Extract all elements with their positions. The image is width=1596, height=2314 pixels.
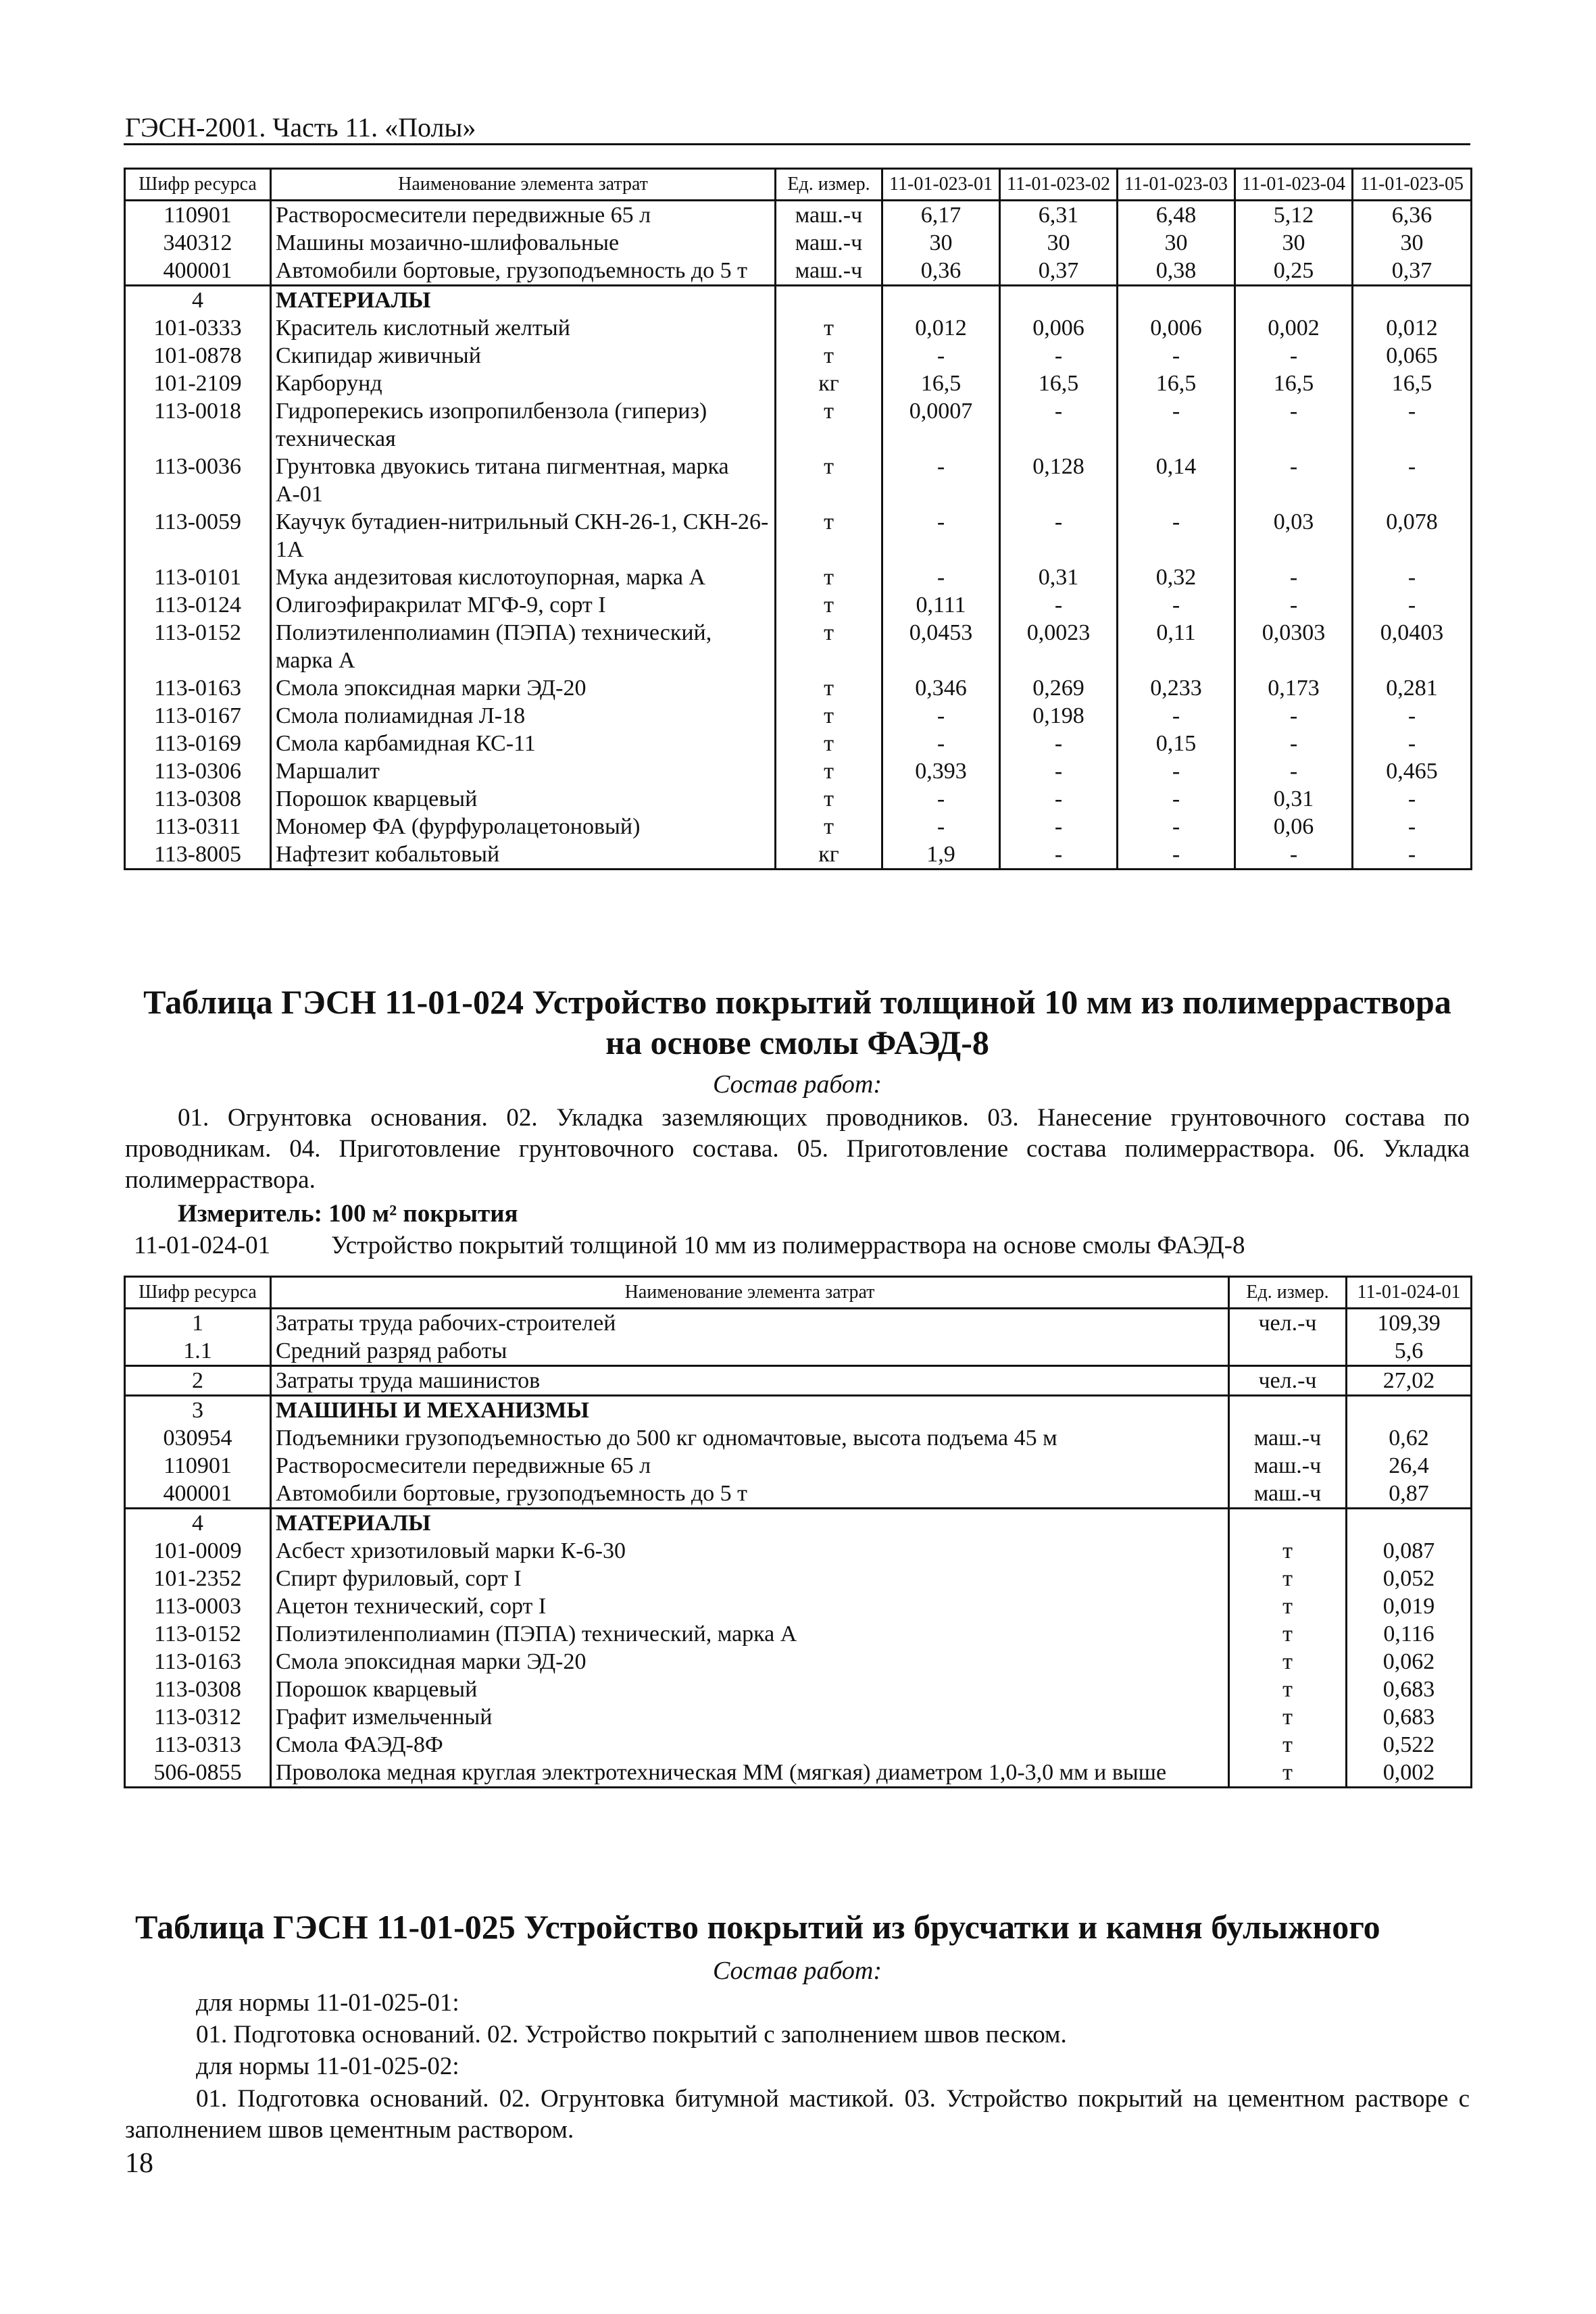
value-cell: 0,0303: [1235, 619, 1353, 674]
unit-cell: т: [776, 591, 882, 619]
resource-name-cell: Гидроперекись изопропилбензола (гипериз) техническая: [271, 397, 776, 453]
resource-code-cell: 113-0306: [125, 757, 271, 785]
table-body: [125, 201, 1472, 870]
column-header-unit: Ед. измер.: [776, 169, 882, 201]
unit-cell: чел.-ч: [1229, 1366, 1347, 1396]
resource-name-cell: Маршалит: [271, 757, 776, 785]
unit-cell: т: [776, 397, 882, 453]
resource-code-cell: 113-0152: [125, 1620, 271, 1648]
value-cell: 0,281: [1353, 674, 1472, 702]
section-row: [125, 286, 1472, 315]
table-row: [125, 1759, 1472, 1788]
unit-cell: [1229, 1337, 1347, 1366]
value-cell: 0,38: [1118, 257, 1235, 286]
unit-cell: т: [776, 314, 882, 342]
norm-code: 11-01-024-01: [134, 1232, 271, 1259]
unit-cell: т: [776, 730, 882, 757]
value-cell: 0,062: [1347, 1648, 1472, 1676]
unit-cell: маш.-ч: [1229, 1480, 1347, 1509]
table-row: [125, 619, 1472, 674]
section-row: [125, 1396, 1472, 1425]
resource-name-cell: МАТЕРИАЛЫ: [271, 286, 776, 315]
value-cell: 0,87: [1347, 1480, 1472, 1509]
resource-code-cell: 110901: [125, 201, 271, 230]
page-number: 18: [125, 2148, 153, 2179]
resource-code-cell: 101-0333: [125, 314, 271, 342]
resource-code-cell: 340312: [125, 229, 271, 257]
resource-code-cell: 113-8005: [125, 840, 271, 870]
resource-code-cell: 101-2109: [125, 370, 271, 397]
unit-cell: т: [776, 757, 882, 785]
resource-code-cell: 101-0878: [125, 342, 271, 370]
value-cell: 16,5: [1118, 370, 1235, 397]
value-cell: [1000, 286, 1118, 315]
resource-name-cell: Каучук бутадиен-нитрильный СКН-26-1, СКН-26-1А: [271, 508, 776, 563]
value-cell: 0,0007: [882, 397, 1000, 453]
resource-name-cell: Ацетон технический, сорт I: [271, 1592, 1229, 1620]
resource-name-cell: Порошок кварцевый: [271, 1676, 1229, 1703]
unit-cell: кг: [776, 370, 882, 397]
table-row: [125, 1703, 1472, 1731]
norm2-text: 01. Подготовка оснований. 02. Огрунтовка битумной мастикой. 03. Устройство покрытий на цементном растворе с заполнением швов цементным раствором.: [125, 2085, 1470, 2144]
unit-cell: т: [1229, 1648, 1347, 1676]
resource-code-cell: 113-0311: [125, 813, 271, 840]
value-cell: -: [1118, 508, 1235, 563]
table-row: [125, 257, 1472, 286]
resource-code-cell: 110901: [125, 1452, 271, 1480]
resource-name-cell: Полиэтиленполиамин (ПЭПА) технический, марка А: [271, 1620, 1229, 1648]
value-cell: -: [1000, 591, 1118, 619]
value-cell: 5,12: [1235, 201, 1353, 230]
unit-cell: маш.-ч: [776, 257, 882, 286]
work-composition-heading: Состав работ:: [712, 1957, 882, 1985]
unit-cell: кг: [776, 840, 882, 870]
value-cell: 0,0403: [1353, 619, 1472, 674]
resource-code-cell: 030954: [125, 1424, 271, 1452]
value-cell: 0,078: [1353, 508, 1472, 563]
value-cell: [1353, 286, 1472, 315]
value-cell: 0,393: [882, 757, 1000, 785]
resource-name-cell: Подъемники грузоподъемностью до 500 кг одномачтовые, высота подъема 45 м: [271, 1424, 1229, 1452]
table-row: [125, 785, 1472, 813]
table-row: [125, 674, 1472, 702]
value-cell: 6,48: [1118, 201, 1235, 230]
resource-name-cell: Затраты труда машинистов: [271, 1366, 1229, 1396]
resource-name-cell: МАШИНЫ И МЕХАНИЗМЫ: [271, 1396, 1229, 1425]
column-header-norm: 11-01-023-03: [1118, 169, 1235, 201]
value-cell: 0,62: [1347, 1424, 1472, 1452]
resource-code-cell: 113-0152: [125, 619, 271, 674]
column-header-norm: 11-01-023-01: [882, 169, 1000, 201]
value-cell: -: [1118, 840, 1235, 870]
value-cell: 16,5: [1235, 370, 1353, 397]
resource-code-cell: 4: [125, 1509, 271, 1538]
resource-name-cell: Мука андезитовая кислотоупорная, марка А: [271, 563, 776, 591]
value-cell: -: [1118, 757, 1235, 785]
unit-cell: т: [776, 702, 882, 730]
value-cell: 0,052: [1347, 1565, 1472, 1592]
table-row: [125, 1676, 1472, 1703]
resource-code-cell: 113-0101: [125, 563, 271, 591]
column-header-unit: Ед. измер.: [1229, 1277, 1347, 1309]
table-row: [125, 1337, 1472, 1366]
resource-name-cell: Затраты труда рабочих-строителей: [271, 1309, 1229, 1338]
resource-name-cell: Графит измельченный: [271, 1703, 1229, 1731]
table-row: [125, 563, 1472, 591]
work-composition-text: 01. Огрунтовка основания. 02. Укладка заземляющих проводников. 03. Нанесение грунтовочного состава по проводникам. 04. Приготовление грунтовочного состава. 05. Приготовление состава полимерраствора. 06. Укладка полимерраствора.: [125, 1104, 1470, 1194]
value-cell: -: [882, 813, 1000, 840]
unit-cell: маш.-ч: [776, 229, 882, 257]
value-cell: 0,36: [882, 257, 1000, 286]
unit-cell: т: [1229, 1676, 1347, 1703]
value-cell: -: [882, 508, 1000, 563]
table-row: [125, 1648, 1472, 1676]
value-cell: 109,39: [1347, 1309, 1472, 1338]
value-cell: 0,15: [1118, 730, 1235, 757]
table-row: [125, 840, 1472, 870]
resource-name-cell: Растворосмесители передвижные 65 л: [271, 201, 776, 230]
value-cell: -: [1000, 840, 1118, 870]
value-cell: 6,31: [1000, 201, 1118, 230]
value-cell: 0,03: [1235, 508, 1353, 563]
resource-code-cell: 1: [125, 1309, 271, 1338]
table-row: [125, 1537, 1472, 1565]
value-cell: -: [1000, 508, 1118, 563]
value-cell: -: [882, 785, 1000, 813]
resource-code-cell: 113-0313: [125, 1731, 271, 1759]
column-header-code: Шифр ресурса: [125, 169, 271, 201]
value-cell: -: [1353, 785, 1472, 813]
resource-code-cell: 113-0312: [125, 1703, 271, 1731]
value-cell: 0,465: [1353, 757, 1472, 785]
resource-name-cell: Автомобили бортовые, грузоподъемность до 5 т: [271, 1480, 1229, 1509]
unit-cell: т: [1229, 1565, 1347, 1592]
value-cell: 6,36: [1353, 201, 1472, 230]
value-cell: -: [1353, 397, 1472, 453]
meter-label: Измеритель: 100 м² покрытия: [178, 1200, 518, 1228]
resource-name-cell: Смола ФАЭД-8Ф: [271, 1731, 1229, 1759]
table-row: [125, 1366, 1472, 1396]
value-cell: 6,17: [882, 201, 1000, 230]
table-body: [125, 1309, 1472, 1788]
value-cell: -: [882, 453, 1000, 508]
resource-code-cell: 113-0124: [125, 591, 271, 619]
value-cell: 0,25: [1235, 257, 1353, 286]
value-cell: -: [1235, 563, 1353, 591]
value-cell: -: [1235, 757, 1353, 785]
resource-code-cell: 101-0009: [125, 1537, 271, 1565]
table-row: [125, 1620, 1472, 1648]
value-cell: 16,5: [882, 370, 1000, 397]
column-header-name: Наименование элемента затрат: [271, 1277, 1229, 1309]
value-cell: -: [1118, 702, 1235, 730]
unit-cell: т: [776, 785, 882, 813]
unit-cell: т: [776, 674, 882, 702]
table-row: [125, 1424, 1472, 1452]
value-cell: 0,065: [1353, 342, 1472, 370]
value-cell: [882, 286, 1000, 315]
value-cell: -: [1118, 397, 1235, 453]
value-cell: [1347, 1509, 1472, 1538]
resource-code-cell: 113-0308: [125, 785, 271, 813]
value-cell: 0,683: [1347, 1703, 1472, 1731]
value-cell: -: [882, 563, 1000, 591]
table-row: [125, 730, 1472, 757]
resource-code-cell: 2: [125, 1366, 271, 1396]
value-cell: 16,5: [1000, 370, 1118, 397]
resource-code-cell: 113-0003: [125, 1592, 271, 1620]
column-header-norm: 11-01-023-02: [1000, 169, 1118, 201]
value-cell: 0,522: [1347, 1731, 1472, 1759]
resource-code-cell: 113-0163: [125, 674, 271, 702]
resource-name-cell: Смола карбамидная КС-11: [271, 730, 776, 757]
resource-name-cell: Карборунд: [271, 370, 776, 397]
table-row: [125, 1592, 1472, 1620]
value-cell: 0,111: [882, 591, 1000, 619]
value-cell: -: [1235, 840, 1353, 870]
value-cell: 0,0453: [882, 619, 1000, 674]
value-cell: 0,002: [1235, 314, 1353, 342]
value-cell: 0,233: [1118, 674, 1235, 702]
value-cell: -: [1235, 397, 1353, 453]
resource-name-cell: Смола полиамидная Л-18: [271, 702, 776, 730]
resource-table-023: [124, 168, 1472, 870]
work-composition-heading: Состав работ:: [712, 1070, 882, 1099]
value-cell: 0,0023: [1000, 619, 1118, 674]
value-cell: -: [1353, 730, 1472, 757]
unit-cell: т: [776, 508, 882, 563]
resource-code-cell: 113-0036: [125, 453, 271, 508]
value-cell: 0,012: [1353, 314, 1472, 342]
unit-cell: [1229, 1396, 1347, 1425]
value-cell: -: [1000, 730, 1118, 757]
resource-name-cell: Асбест хризотиловый марки К-6-30: [271, 1537, 1229, 1565]
unit-cell: т: [1229, 1537, 1347, 1565]
unit-cell: чел.-ч: [1229, 1309, 1347, 1338]
table-row: [125, 702, 1472, 730]
value-cell: 30: [1000, 229, 1118, 257]
value-cell: 0,346: [882, 674, 1000, 702]
table-row: [125, 1731, 1472, 1759]
value-cell: 0,002: [1347, 1759, 1472, 1788]
resource-name-cell: Спирт фуриловый, сорт I: [271, 1565, 1229, 1592]
value-cell: 0,128: [1000, 453, 1118, 508]
unit-cell: т: [1229, 1731, 1347, 1759]
resource-name-cell: Мономер ФА (фурфуролацетоновый): [271, 813, 776, 840]
value-cell: 0,173: [1235, 674, 1353, 702]
value-cell: 0,14: [1118, 453, 1235, 508]
norm-title: Устройство покрытий толщиной 10 мм из полимерраствора на основе смолы ФАЭД-8: [331, 1232, 1245, 1259]
unit-cell: т: [1229, 1759, 1347, 1788]
value-cell: 0,269: [1000, 674, 1118, 702]
value-cell: 26,4: [1347, 1452, 1472, 1480]
value-cell: 30: [1353, 229, 1472, 257]
table-row: [125, 757, 1472, 785]
value-cell: 0,116: [1347, 1620, 1472, 1648]
value-cell: 0,087: [1347, 1537, 1472, 1565]
table-row: [125, 1480, 1472, 1509]
resource-code-cell: 113-0018: [125, 397, 271, 453]
unit-cell: [776, 286, 882, 315]
value-cell: 0,006: [1000, 314, 1118, 342]
value-cell: [1118, 286, 1235, 315]
resource-name-cell: Грунтовка двуокись титана пигментная, марка А-01: [271, 453, 776, 508]
resource-code-cell: 113-0163: [125, 1648, 271, 1676]
norm1-text: 01. Подготовка оснований. 02. Устройство покрытий с заполнением швов песком.: [196, 2021, 1067, 2048]
running-head: ГЭСН-2001. Часть 11. «Полы»: [125, 112, 476, 143]
value-cell: -: [1353, 840, 1472, 870]
table-row: [125, 453, 1472, 508]
resource-name-cell: Олигоэфиракрилат МГФ-9, сорт I: [271, 591, 776, 619]
value-cell: 0,012: [882, 314, 1000, 342]
unit-cell: т: [776, 813, 882, 840]
unit-cell: т: [776, 619, 882, 674]
table-title-025: Таблица ГЭСН 11-01-025 Устройство покрытий из брусчатки и камня булыжного: [135, 1908, 1380, 1946]
value-cell: -: [1353, 563, 1472, 591]
table-row: [125, 591, 1472, 619]
value-cell: 0,37: [1353, 257, 1472, 286]
value-cell: -: [1353, 591, 1472, 619]
value-cell: 30: [882, 229, 1000, 257]
resource-name-cell: Средний разряд работы: [271, 1337, 1229, 1366]
header-rule: [124, 143, 1470, 145]
value-cell: 1,9: [882, 840, 1000, 870]
value-cell: -: [1235, 702, 1353, 730]
value-cell: -: [1235, 342, 1353, 370]
resource-code-cell: 101-2352: [125, 1565, 271, 1592]
value-cell: 16,5: [1353, 370, 1472, 397]
value-cell: -: [882, 342, 1000, 370]
resource-name-cell: Смола эпоксидная марки ЭД-20: [271, 674, 776, 702]
resource-name-cell: Растворосмесители передвижные 65 л: [271, 1452, 1229, 1480]
section-row: [125, 1509, 1472, 1538]
value-cell: 0,006: [1118, 314, 1235, 342]
resource-name-cell: Проволока медная круглая электротехническая ММ (мягкая) диаметром 1,0-3,0 мм и выше: [271, 1759, 1229, 1788]
value-cell: -: [1235, 453, 1353, 508]
table-title-024-line2: на основе смолы ФАЭД-8: [605, 1024, 989, 1061]
resource-code-cell: 113-0169: [125, 730, 271, 757]
value-cell: [1235, 286, 1353, 315]
resource-name-cell: Смола эпоксидная марки ЭД-20: [271, 1648, 1229, 1676]
resource-name-cell: Скипидар живичный: [271, 342, 776, 370]
resource-name-cell: Нафтезит кобальтовый: [271, 840, 776, 870]
resource-name-cell: Машины мозаично-шлифовальные: [271, 229, 776, 257]
unit-cell: маш.-ч: [1229, 1452, 1347, 1480]
value-cell: -: [1000, 813, 1118, 840]
column-header-norm: 11-01-023-05: [1353, 169, 1472, 201]
unit-cell: т: [1229, 1620, 1347, 1648]
value-cell: -: [1000, 342, 1118, 370]
value-cell: 5,6: [1347, 1337, 1472, 1366]
value-cell: -: [1235, 730, 1353, 757]
value-cell: 0,31: [1000, 563, 1118, 591]
resource-code-cell: 4: [125, 286, 271, 315]
value-cell: -: [1000, 785, 1118, 813]
column-header-name: Наименование элемента затрат: [271, 169, 776, 201]
resource-code-cell: 113-0308: [125, 1676, 271, 1703]
value-cell: -: [882, 702, 1000, 730]
column-header-norm: 11-01-023-04: [1235, 169, 1353, 201]
value-cell: -: [1353, 702, 1472, 730]
unit-cell: т: [776, 453, 882, 508]
value-cell: 0,198: [1000, 702, 1118, 730]
value-cell: -: [1118, 342, 1235, 370]
value-cell: -: [1118, 591, 1235, 619]
value-cell: 0,37: [1000, 257, 1118, 286]
table-row: [125, 1309, 1472, 1338]
unit-cell: т: [1229, 1592, 1347, 1620]
table-row: [125, 1565, 1472, 1592]
value-cell: 30: [1235, 229, 1353, 257]
value-cell: 0,683: [1347, 1676, 1472, 1703]
resource-name-cell: Краситель кислотный желтый: [271, 314, 776, 342]
unit-cell: т: [776, 563, 882, 591]
table-row: [125, 1452, 1472, 1480]
column-header-norm: 11-01-024-01: [1347, 1277, 1472, 1309]
table-row: [125, 342, 1472, 370]
resource-code-cell: 400001: [125, 257, 271, 286]
unit-cell: [1229, 1509, 1347, 1538]
resource-code-cell: 400001: [125, 1480, 271, 1509]
norm1-label: для нормы 11-01-025-01:: [196, 1989, 459, 2017]
resource-name-cell: Полиэтиленполиамин (ПЭПА) технический, марка А: [271, 619, 776, 674]
table-header-row: [125, 1277, 1472, 1309]
value-cell: -: [882, 730, 1000, 757]
table-row: [125, 370, 1472, 397]
norm2-label: для нормы 11-01-025-02:: [196, 2053, 459, 2080]
table-row: [125, 201, 1472, 230]
value-cell: -: [1000, 757, 1118, 785]
table-row: [125, 508, 1472, 563]
column-header-code: Шифр ресурса: [125, 1277, 271, 1309]
table-title-024-line1: Таблица ГЭСН 11-01-024 Устройство покрытий толщиной 10 мм из полимерраствора: [143, 983, 1451, 1021]
value-cell: -: [1118, 813, 1235, 840]
value-cell: 0,11: [1118, 619, 1235, 674]
unit-cell: т: [1229, 1703, 1347, 1731]
table-row: [125, 229, 1472, 257]
value-cell: 27,02: [1347, 1366, 1472, 1396]
table-row: [125, 397, 1472, 453]
value-cell: 30: [1118, 229, 1235, 257]
table-row: [125, 314, 1472, 342]
table-row: [125, 813, 1472, 840]
unit-cell: маш.-ч: [776, 201, 882, 230]
resource-name-cell: Автомобили бортовые, грузоподъемность до 5 т: [271, 257, 776, 286]
resource-code-cell: 1.1: [125, 1337, 271, 1366]
resource-code-cell: 3: [125, 1396, 271, 1425]
resource-code-cell: 113-0167: [125, 702, 271, 730]
resource-name-cell: МАТЕРИАЛЫ: [271, 1509, 1229, 1538]
value-cell: -: [1000, 397, 1118, 453]
value-cell: 0,31: [1235, 785, 1353, 813]
table-header-row: [125, 169, 1472, 201]
unit-cell: маш.-ч: [1229, 1424, 1347, 1452]
value-cell: -: [1353, 813, 1472, 840]
value-cell: 0,019: [1347, 1592, 1472, 1620]
value-cell: [1347, 1396, 1472, 1425]
resource-code-cell: 506-0855: [125, 1759, 271, 1788]
resource-name-cell: Порошок кварцевый: [271, 785, 776, 813]
value-cell: 0,06: [1235, 813, 1353, 840]
value-cell: 0,32: [1118, 563, 1235, 591]
value-cell: -: [1118, 785, 1235, 813]
value-cell: -: [1353, 453, 1472, 508]
resource-code-cell: 113-0059: [125, 508, 271, 563]
unit-cell: т: [776, 342, 882, 370]
resource-table-024: [124, 1276, 1472, 1788]
value-cell: -: [1235, 591, 1353, 619]
